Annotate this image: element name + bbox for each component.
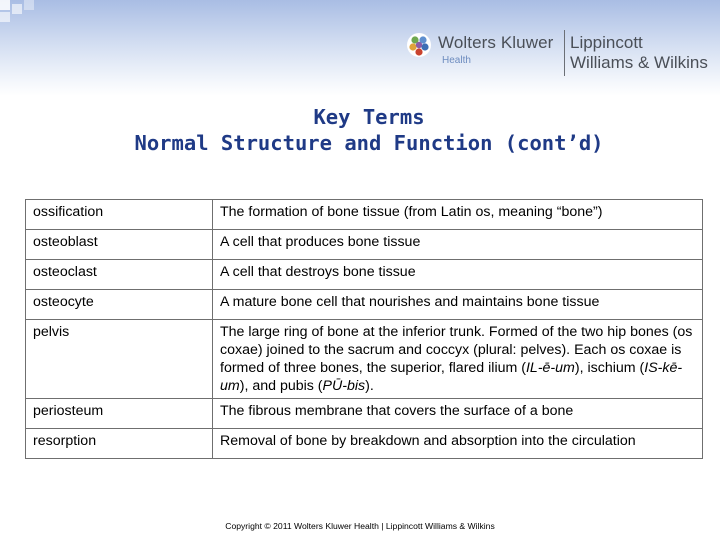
logo-divider xyxy=(564,30,565,76)
term-cell: resorption xyxy=(26,429,213,459)
definition-cell: Removal of bone by breakdown and absorption into the circulation xyxy=(213,429,703,459)
logo-health-text: Health xyxy=(442,55,471,66)
term-cell: pelvis xyxy=(26,320,213,399)
copyright-footer: Copyright © 2011 Wolters Kluwer Health | Lippincott Williams & Wilkins xyxy=(225,521,495,531)
logo-lippincott-text: Lippincott xyxy=(570,33,643,52)
pronunciation: IS-kē-um xyxy=(220,360,683,394)
table-row xyxy=(26,290,703,320)
definition-cell: A mature bone cell that nourishes and maintains bone tissue xyxy=(213,290,703,320)
definition-text: ), and pubis ( xyxy=(239,378,323,394)
table-row xyxy=(26,320,703,399)
term-cell: periosteum xyxy=(26,399,213,429)
definition-cell: The formation of bone tissue (from Latin os, meaning “bone”) xyxy=(213,200,703,230)
table-row xyxy=(26,200,703,230)
slide-title-line2: Normal Structure and Function (cont’d) xyxy=(134,131,604,155)
key-terms-table xyxy=(25,199,703,459)
definition-text: ). xyxy=(365,378,374,394)
logo-wolters-kluwer-text: Wolters Kluwer xyxy=(438,33,554,52)
definition-text: The large ring of bone at the inferior trunk. Formed of the two hip bones (os coxae) joined to the sacrum and coccyx (plural: pelves). Each os coxae is formed of three bones, the superior, flared ilium ( xyxy=(220,324,693,376)
term-cell: osteocyte xyxy=(26,290,213,320)
slide-title-line1: Key Terms xyxy=(313,105,425,129)
definition-cell: A cell that produces bone tissue xyxy=(213,230,703,260)
definition-text: ), ischium ( xyxy=(574,360,645,376)
table-row xyxy=(26,230,703,260)
slide-title xyxy=(0,104,720,156)
table-row xyxy=(26,429,703,459)
logo-williams-wilkins-text: Williams & Wilkins xyxy=(570,53,708,72)
table-row xyxy=(26,399,703,429)
definition-cell: A cell that destroys bone tissue xyxy=(213,260,703,290)
definition-cell xyxy=(213,320,703,399)
wolters-kluwer-logo-icon xyxy=(406,32,432,58)
table-row xyxy=(26,260,703,290)
term-cell: osteoblast xyxy=(26,230,213,260)
term-cell: osteoclast xyxy=(26,260,213,290)
pronunciation: IL-ē-um xyxy=(525,360,575,376)
pronunciation: PŪ-bis xyxy=(322,378,366,394)
definition-cell: The fibrous membrane that covers the surface of a bone xyxy=(213,399,703,429)
term-cell: ossification xyxy=(26,200,213,230)
